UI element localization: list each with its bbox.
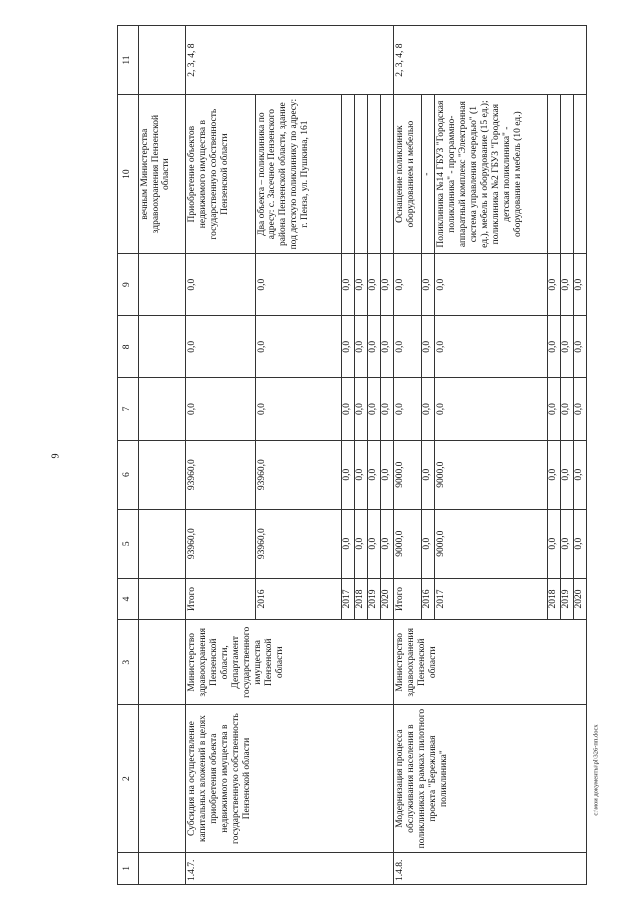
rotated-table-container (117, 25, 587, 885)
year-cell: Итого (186, 578, 255, 619)
cell-blank (138, 620, 186, 705)
col-header-9: 9 (118, 254, 139, 316)
value-col6: 93960,0 (186, 440, 255, 509)
result-text: Приобретение объектов недвижимого имущества в государственную собственность Пензенской области (186, 95, 255, 254)
cell-blank (138, 378, 186, 440)
value-col5: 93960,0 (255, 509, 342, 578)
value-col8: 0,0 (435, 316, 548, 378)
value-col6: 0,0 (381, 440, 394, 509)
row-responsible: Министерство здравоохранения Пензенской области, Департамент государственного имущества Пензенской области (186, 620, 394, 705)
value-col5: 0,0 (342, 509, 355, 578)
value-col9: 0,0 (547, 254, 560, 316)
value-col6: 0,0 (342, 440, 355, 509)
result-text: Оснащение поликлиник оборудованием и мебелью (394, 95, 422, 254)
value-col8: 0,0 (547, 316, 560, 378)
value-col9: 0,0 (255, 254, 342, 316)
value-col8: 0,0 (422, 316, 435, 378)
year-cell: 2020 (381, 578, 394, 619)
value-col5: 0,0 (355, 509, 368, 578)
value-col5: 93960,0 (186, 509, 255, 578)
value-col6: 0,0 (368, 440, 381, 509)
value-col9: 0,0 (355, 254, 368, 316)
row-ref: 2, 3, 4, 8 (394, 26, 587, 95)
table-row (186, 26, 255, 885)
year-cell: 2016 (255, 578, 342, 619)
value-col5: 0,0 (547, 509, 560, 578)
value-col8: 0,0 (560, 316, 573, 378)
row-ref: 2, 3, 4, 8 (186, 26, 394, 95)
cell-blank (138, 26, 186, 95)
value-col9: 0,0 (368, 254, 381, 316)
value-col6: 0,0 (547, 440, 560, 509)
value-col6: 93960,0 (255, 440, 342, 509)
year-cell: 2018 (547, 578, 560, 619)
value-col8: 0,0 (394, 316, 422, 378)
table-row (394, 26, 422, 885)
col-header-6: 6 (118, 440, 139, 509)
value-col6: 0,0 (355, 440, 368, 509)
value-col8: 0,0 (255, 316, 342, 378)
value-col5: 9000,0 (435, 509, 548, 578)
col-header-8: 8 (118, 316, 139, 378)
value-col7: 0,0 (255, 378, 342, 440)
value-col7: 0,0 (368, 378, 381, 440)
cell-blank (138, 578, 186, 619)
cell-blank (368, 95, 381, 254)
value-col6: 9000,0 (435, 440, 548, 509)
value-col8: 0,0 (368, 316, 381, 378)
row-code: 1.4.8. (394, 852, 587, 884)
row-code: 1.4.7. (186, 852, 394, 884)
value-col7: 0,0 (342, 378, 355, 440)
cell-blank (138, 316, 186, 378)
value-col6: 0,0 (573, 440, 586, 509)
value-col7: 0,0 (435, 378, 548, 440)
year-cell: 2020 (573, 578, 586, 619)
result-text: Два объекта – поликлиника по адресу: с. Засечное Пензенского района Пензенской области, здание под детскую поликлинику по адресу: г. Пенза, ул. Пушкина, 161 (255, 95, 342, 254)
year-cell: 2018 (355, 578, 368, 619)
value-col9: 0,0 (435, 254, 548, 316)
value-col6: 0,0 (422, 440, 435, 509)
col-header-3: 3 (118, 620, 139, 705)
value-col6: 0,0 (560, 440, 573, 509)
value-col5: 0,0 (381, 509, 394, 578)
value-col8: 0,0 (186, 316, 255, 378)
year-cell: Итого (394, 578, 422, 619)
col-header-10: 10 (118, 95, 139, 254)
result-text: - (422, 95, 435, 254)
page-number: 9 (50, 453, 62, 459)
value-col5: 0,0 (573, 509, 586, 578)
value-col7: 0,0 (355, 378, 368, 440)
col-header-7: 7 (118, 378, 139, 440)
cell-blank (381, 95, 394, 254)
value-col9: 0,0 (186, 254, 255, 316)
result-text: Поликлиника №14 ГБУЗ "Городская поликлиника" - программно-аппаратный комплекс "Электронная система управления очередью" (1 ед.), мебель и оборудование (15 ед.); поликлиника №2 ГБУЗ "Городская детская поликлиника" - оборудование и мебель (10 ед.) (435, 95, 548, 254)
cell-blank (138, 852, 186, 884)
value-col9: 0,0 (342, 254, 355, 316)
cell-blank (138, 254, 186, 316)
cell-blank (573, 95, 586, 254)
program-table (117, 25, 587, 885)
row-name: Модернизация процесса обслуживания населения в поликлиниках в рамках пилотного проекта "Бережливая поликлиника" (394, 705, 587, 852)
value-col9: 0,0 (560, 254, 573, 316)
value-col9: 0,0 (422, 254, 435, 316)
col-header-1: 1 (118, 852, 139, 884)
value-col7: 0,0 (381, 378, 394, 440)
continuation-row (138, 26, 186, 885)
continuation-text: вечным Министерства здравоохранения Пензенской области (138, 95, 186, 254)
col-header-4: 4 (118, 578, 139, 619)
value-col9: 0,0 (381, 254, 394, 316)
value-col9: 0,0 (573, 254, 586, 316)
value-col7: 0,0 (186, 378, 255, 440)
value-col9: 0,0 (394, 254, 422, 316)
value-col8: 0,0 (342, 316, 355, 378)
cell-blank (138, 509, 186, 578)
value-col5: 0,0 (560, 509, 573, 578)
year-cell: 2016 (422, 578, 435, 619)
value-col8: 0,0 (355, 316, 368, 378)
column-number-row (118, 26, 139, 885)
value-col7: 0,0 (573, 378, 586, 440)
value-col5: 0,0 (422, 509, 435, 578)
value-col6: 9000,0 (394, 440, 422, 509)
value-col7: 0,0 (547, 378, 560, 440)
year-cell: 2017 (435, 578, 548, 619)
row-responsible: Министерство здравоохранения Пензенской области (394, 620, 587, 705)
footer-file-path: c:\мои документы\pl\326-пп.docx (592, 724, 600, 816)
value-col7: 0,0 (422, 378, 435, 440)
year-cell: 2017 (342, 578, 355, 619)
cell-blank (355, 95, 368, 254)
col-header-2: 2 (118, 705, 139, 852)
value-col5: 0,0 (368, 509, 381, 578)
col-header-11: 11 (118, 26, 139, 95)
cell-blank (138, 440, 186, 509)
cell-blank (547, 95, 560, 254)
year-cell: 2019 (368, 578, 381, 619)
value-col5: 9000,0 (394, 509, 422, 578)
value-col7: 0,0 (560, 378, 573, 440)
value-col7: 0,0 (394, 378, 422, 440)
cell-blank (560, 95, 573, 254)
year-cell: 2019 (560, 578, 573, 619)
cell-blank (342, 95, 355, 254)
col-header-5: 5 (118, 509, 139, 578)
row-name: Субсидия на осуществление капитальных вложений в целях приобретения объекта недвижимого имущества в государственную собственность Пензенской области (186, 705, 394, 852)
cell-blank (138, 705, 186, 852)
value-col8: 0,0 (573, 316, 586, 378)
value-col8: 0,0 (381, 316, 394, 378)
